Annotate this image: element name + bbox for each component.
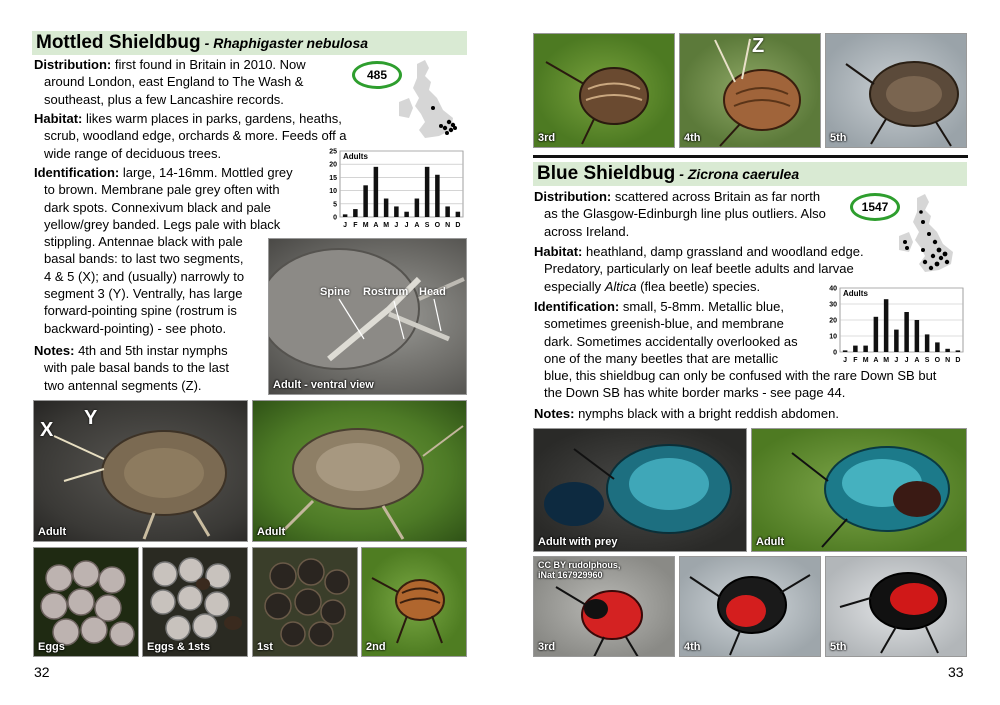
label-rostrum: Rostrum [363, 286, 409, 298]
chart-bar [863, 346, 868, 352]
chart-bar [435, 175, 440, 217]
chart-bar [894, 330, 899, 352]
photo-adult-ventral [268, 238, 467, 395]
chart-bar [853, 346, 858, 352]
chart-xtick-label: J [843, 357, 848, 364]
chart-bar [425, 167, 430, 217]
photo-adult-2 [252, 400, 467, 542]
bug-ventral-illustration [269, 239, 467, 395]
chart-bar [956, 350, 961, 352]
caption-4th-top: 4th [684, 132, 701, 144]
chart-bar [445, 206, 450, 217]
bug-adult-leaf-illustration [253, 401, 467, 542]
photo-blue-3rd [533, 556, 675, 657]
chart-ytick-label: 30 [829, 301, 837, 309]
caption-eggs-1sts: Eggs & 1sts [147, 641, 210, 653]
chart-bar [935, 342, 940, 352]
chart-xtick-label: F [853, 357, 858, 364]
chart-bar [945, 349, 950, 352]
chart-bar [874, 317, 879, 352]
distribution-map-icon-right [895, 192, 967, 280]
caption-adult-1: Adult [38, 526, 67, 538]
mottled-3rd-illustration [534, 34, 675, 148]
caption-eggs: Eggs [38, 641, 65, 653]
caption-3rd-top: 3rd [538, 132, 556, 144]
caption-1st: 1st [257, 641, 273, 653]
chart-xtick-label: J [904, 357, 909, 364]
caption-4th: 4th [684, 641, 701, 653]
chart-xtick-label: A [914, 357, 920, 364]
chart-xtick-label: A [873, 357, 879, 364]
blue-4th-illustration [680, 557, 821, 657]
chart-xtick-label: S [424, 222, 430, 229]
chart-xtick-label: M [862, 357, 869, 364]
habitat-text: Habitat: likes warm places in parks, gardens, heaths, scrub, woodland edge, orchards & more. Feeds off a wide range of deciduous trees. [34, 111, 347, 161]
chart-ytick-label: 15 [329, 174, 337, 182]
chart-xtick-label: F [353, 222, 358, 229]
identification-text-right: Identification: small, 5-8mm. Metallic blue, sometimes greenish-blue, and membrane dark. Sometimes accidentally overlooked as one of the many beetles that are metallic blue, this shieldbug can only be confused with the rare Down SB but the Down SB has white border marks - see page 44. [534, 299, 937, 401]
identification-text: Identification: large, 14-16mm. Mottled grey to brown. Membrane pale grey often with dark spots. Connexivum black and pale yellow/grey banded. Legs pale with black stippling. Antennae black with pale basal bands: to last two segments, 4 & 5 (X); and (usually) narrowly to segment 3 (Y). Ventrally, has large forward-pointing spine (rostrum is backward-pointing) - see photo. [34, 165, 293, 336]
chart-ytick-label: 40 [829, 285, 837, 293]
chart-bar [374, 167, 379, 217]
label-z: Z [752, 35, 765, 57]
caption-5th: 5th [830, 641, 847, 653]
photo-eggs-1sts [142, 547, 248, 657]
chart-bar [353, 209, 358, 217]
chart-bar [915, 320, 920, 352]
chart-bar [343, 214, 348, 217]
blue-adult-illustration [752, 429, 967, 552]
photo-adult-blue [751, 428, 967, 552]
chart-xtick-label: J [404, 222, 409, 229]
photo-eggs [33, 547, 139, 657]
caption-ventral: Adult - ventral view [273, 379, 374, 391]
adults-chart-mottled-svg [322, 147, 467, 229]
photo-adult-1 [33, 400, 248, 542]
caption-2nd: 2nd [366, 641, 386, 653]
chart-xtick-label: N [945, 357, 951, 364]
photo-mottled-4th [679, 33, 821, 148]
label-head: Head [419, 286, 446, 298]
chart-ytick-label: 10 [329, 188, 337, 196]
caption-3rd: 3rd [538, 641, 556, 653]
chart-bar [843, 350, 848, 352]
distribution-text-right: Distribution: scattered across Britain as far north as the Glasgow-Edinburgh line plus outliers. Also across Ireland. [534, 189, 826, 239]
habitat-text-right: Habitat: heathland, damp grassland and woodland edge. Predatory, particularly on leaf beetle adults and larvae especially Altica (flea beetle) species. [534, 244, 864, 294]
caption-adult-2: Adult [257, 526, 286, 538]
chart-bar [415, 199, 420, 217]
chart-xtick-label: J [343, 222, 348, 229]
page-number-left: 32 [34, 664, 50, 680]
record-count-badge: 485 [352, 61, 402, 89]
chart-xtick-label: M [883, 357, 890, 364]
adults-chart-blue-svg [822, 284, 967, 364]
adults-chart-blue [822, 284, 967, 369]
caption-adult-with-prey: Adult with prey [538, 536, 618, 548]
chart-xtick-label: D [955, 357, 961, 364]
mottled-4th-illustration [680, 34, 821, 148]
chart-xtick-label: N [445, 222, 451, 229]
chart-bar [904, 312, 909, 352]
chart-title: Adults [843, 289, 868, 298]
chart-xtick-label: A [414, 222, 420, 229]
photo-blue-4th [679, 556, 821, 657]
chart-bar [456, 212, 461, 217]
species-title: Mottled Shieldbug [36, 32, 201, 53]
section-divider [533, 155, 968, 158]
chart-xtick-label: M [383, 222, 390, 229]
label-x: X [40, 419, 54, 441]
chart-bar [925, 334, 930, 352]
chart-xtick-label: J [894, 357, 899, 364]
chart-xtick-label: A [373, 222, 379, 229]
blue-5th-illustration [826, 557, 967, 657]
chart-ytick-label: 0 [333, 214, 337, 222]
chart-xtick-label: J [394, 222, 399, 229]
photo-blue-5th [825, 556, 967, 657]
notes-text: Notes: 4th and 5th instar nymphs with pale basal bands to the last two antennal segments (Z). [34, 343, 230, 393]
chart-ytick-label: 10 [829, 333, 837, 341]
page-number-right: 33 [948, 664, 964, 680]
distribution-text: Distribution: first found in Britain in 2010. Now around London, east England to The Wash & southeast, plus a few Lancashire records. [34, 57, 306, 107]
bug-adult-illustration [34, 401, 248, 542]
chart-ytick-label: 5 [333, 201, 337, 209]
chart-title: Adults [343, 152, 368, 161]
chart-xtick-label: O [434, 222, 441, 229]
photo-credit: CC BY rudolphous, iNat 167929960 [538, 560, 621, 580]
chart-bar [363, 185, 368, 217]
species-title-right: Blue Shieldbug [537, 163, 676, 184]
chart-bar [384, 199, 389, 217]
chart-ytick-label: 25 [329, 148, 337, 156]
chart-bar [394, 206, 399, 217]
label-y: Y [84, 407, 98, 429]
chart-ytick-label: 20 [829, 317, 837, 325]
photo-2nd-instar [361, 547, 467, 657]
mottled-5th-illustration [826, 34, 967, 148]
chart-ytick-label: 0 [833, 349, 837, 357]
chart-bar [404, 212, 409, 217]
distribution-map-icon [395, 58, 467, 146]
scientific-name: - Rhaphigaster nebulosa [204, 35, 369, 51]
scientific-name-right: - Zicrona caerulea [679, 166, 800, 182]
page-right [500, 0, 1000, 705]
species-title-bar-right [533, 162, 967, 186]
notes-text-right: Notes: nymphs black with a bright reddish abdomen. [534, 406, 839, 421]
chart-bar [884, 299, 889, 352]
blue-adult-prey-illustration [534, 429, 747, 552]
species-title-bar [32, 31, 467, 55]
chart-ytick-label: 20 [329, 161, 337, 169]
photo-mottled-5th [825, 33, 967, 148]
photo-adult-with-prey [533, 428, 747, 552]
photo-mottled-3rd [533, 33, 675, 148]
caption-5th-top: 5th [830, 132, 847, 144]
chart-xtick-label: D [455, 222, 461, 229]
caption-adult-blue: Adult [756, 536, 785, 548]
record-count-badge-right: 1547 [850, 193, 900, 221]
chart-xtick-label: O [934, 357, 941, 364]
adults-chart-mottled [322, 147, 467, 234]
label-spine: Spine [320, 286, 350, 298]
photo-1st-instar [252, 547, 358, 657]
chart-xtick-label: S [924, 357, 930, 364]
chart-xtick-label: M [362, 222, 369, 229]
